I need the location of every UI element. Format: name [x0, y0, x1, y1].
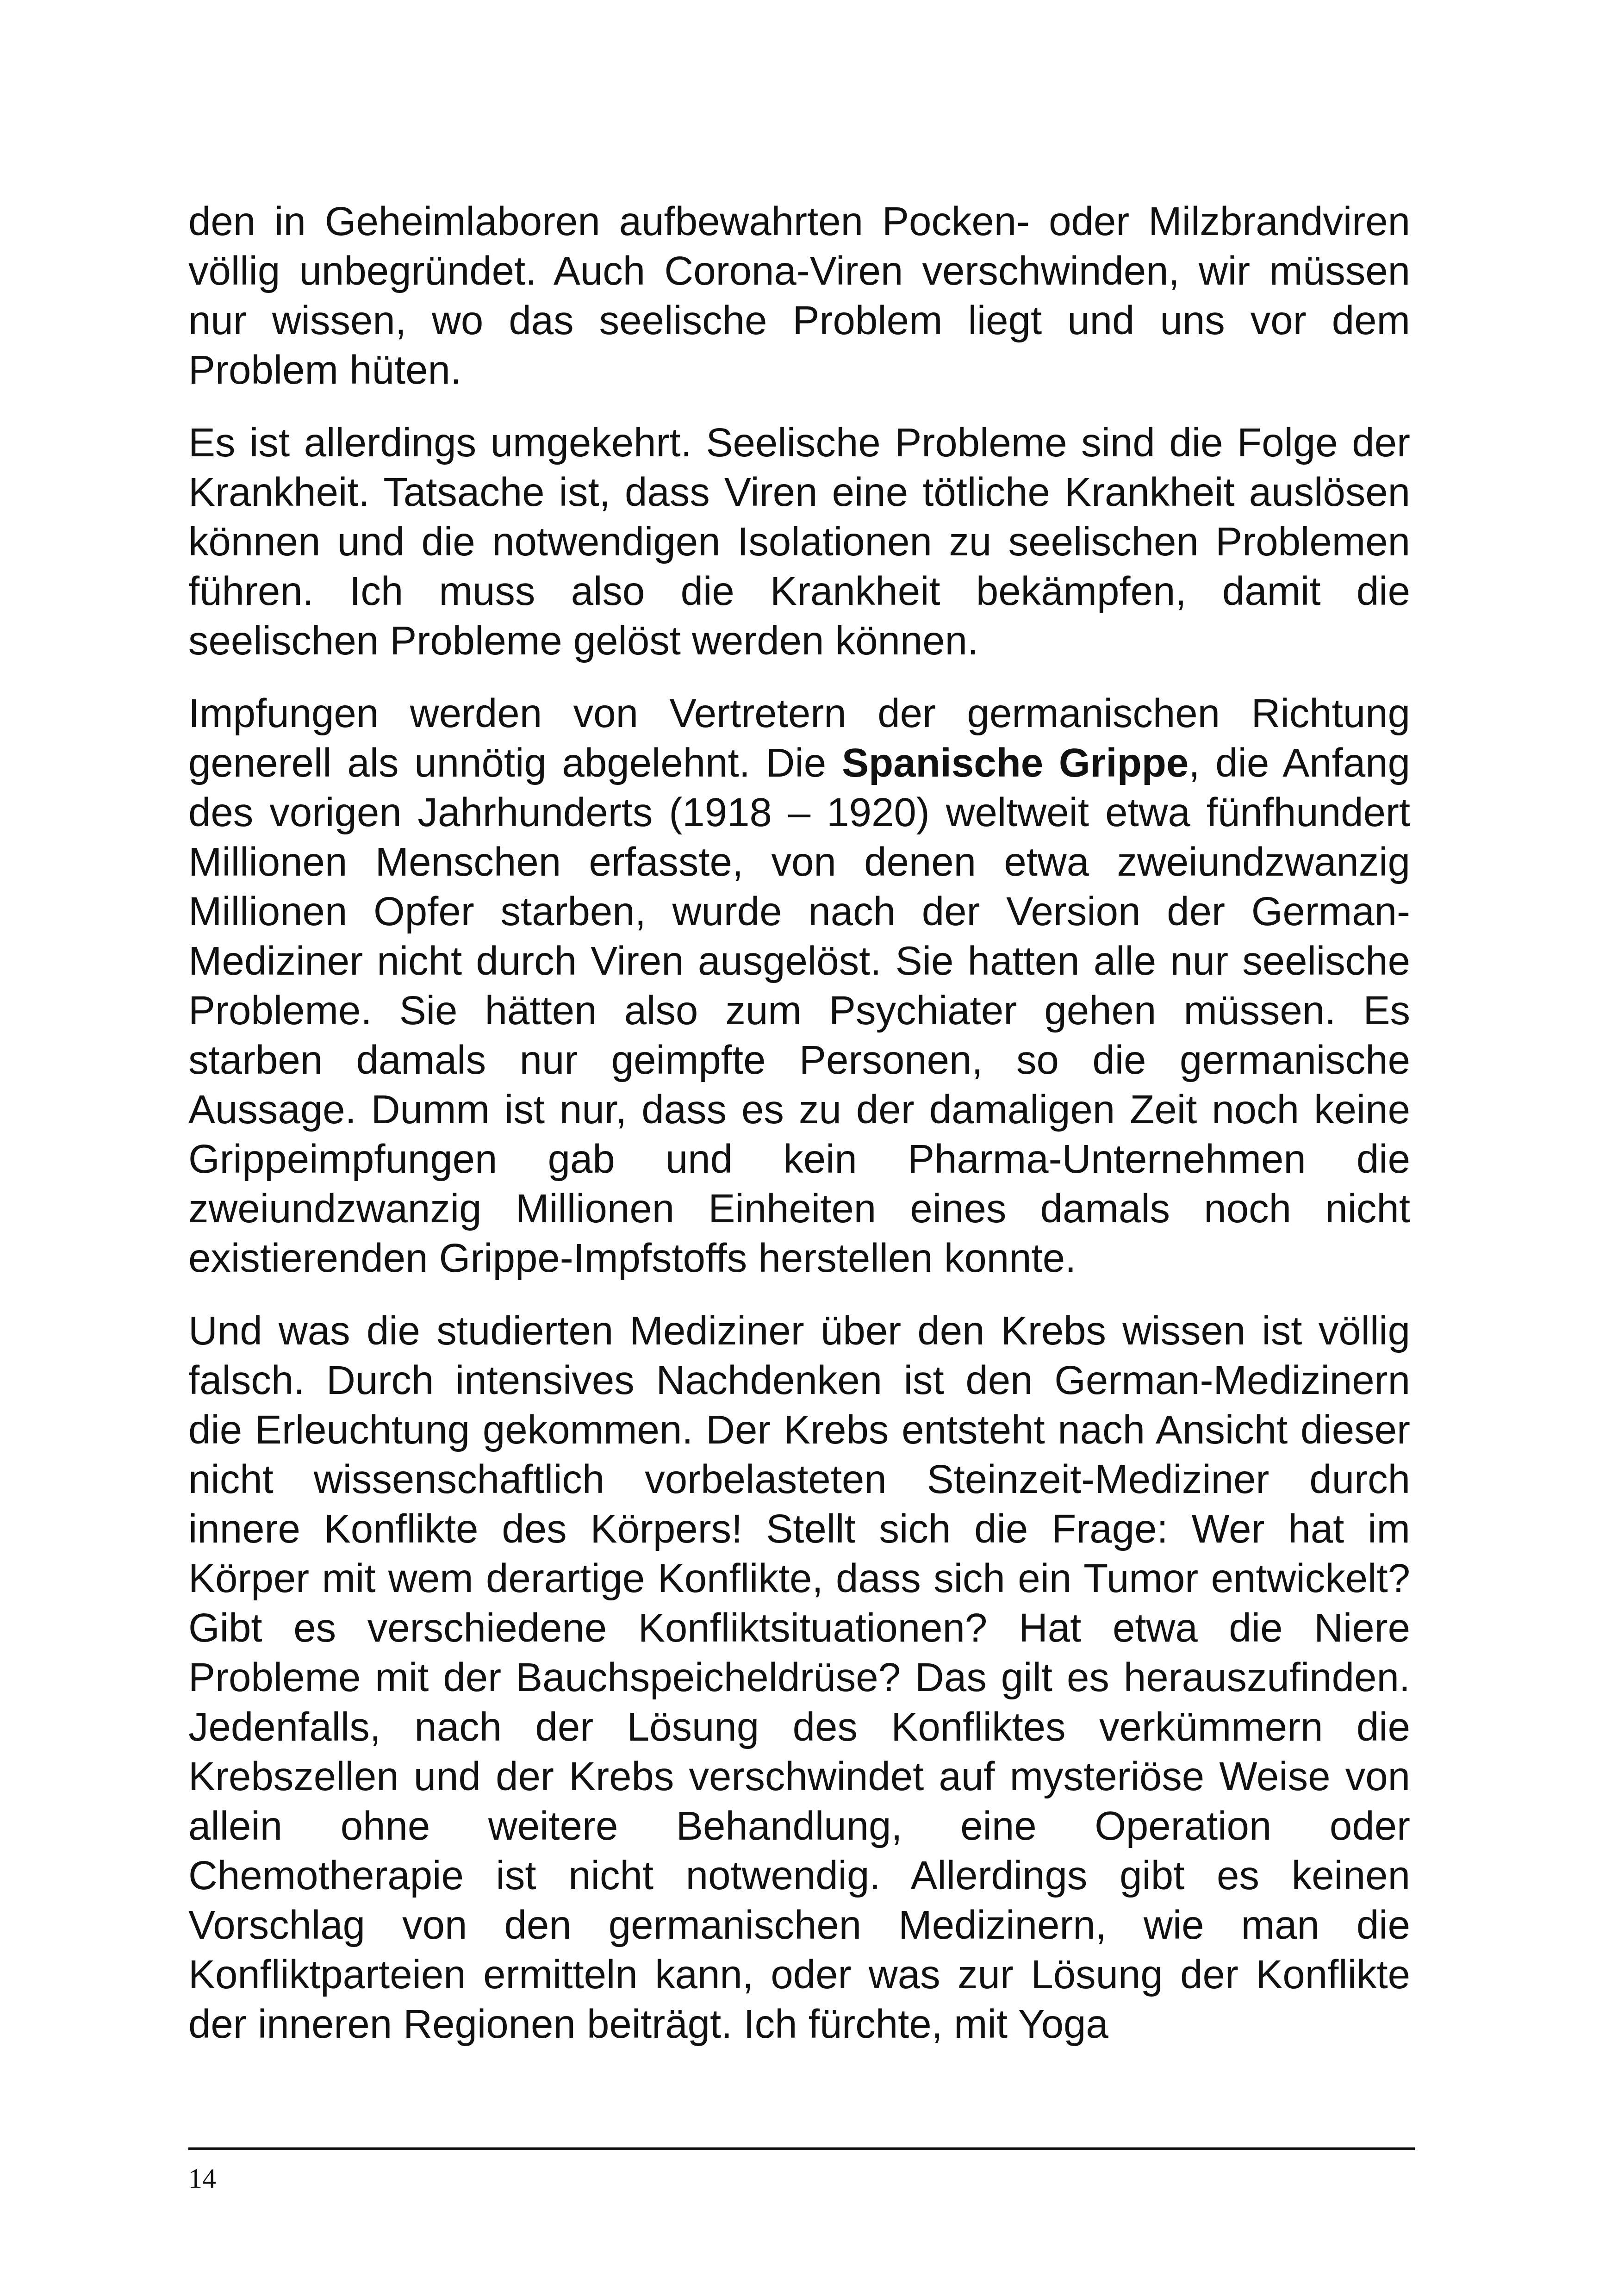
- footer-divider: [188, 2147, 1415, 2150]
- body-text: [188, 197, 1410, 2072]
- page-number: 14: [188, 2163, 216, 2194]
- paragraph-4: Und was die studierten Mediziner über den Krebs wissen ist völlig falsch. Durch intensives Nachdenken ist den German-Medizinern die Erleuchtung gekommen. Der Krebs entsteht nach Ansicht dieser nicht wissenschaftlich vorbelasteten Steinzeit-Mediziner durch innere Konflikte des Körpers! Stellt sich die Frage: Wer hat im Körper mit wem derartige Konflikte, dass sich ein Tumor entwickelt? Gibt es verschiedene Konfliktsituationen? Hat etwa die Niere Probleme mit der Bauchspeicheldrüse? Das gilt es herauszufinden. Jedenfalls, nach der Lösung des Konfliktes verkümmern die Krebszellen und der Krebs verschwindet auf mysteriöse Weise von allein ohne weitere Behandlung, eine Operation oder Chemotherapie ist nicht notwendig. Allerdings gibt es keinen Vorschlag von den germanischen Medizinern, wie man die Konfliktparteien ermitteln kann, oder was zur Lösung der Konflikte der inneren Regionen beiträgt. Ich fürchte, mit Yoga: [188, 1308, 1410, 2047]
- paragraph-1: den in Geheimlaboren aufbewahrten Pocken- oder Milzbrandviren völlig unbegründet. Auch Corona-Viren verschwinden, wir müssen nur wissen, wo das seelische Problem liegt und uns vor dem Problem hüten.: [188, 199, 1410, 392]
- bold-term-spanish-flu: Spanische Grippe: [841, 740, 1189, 785]
- paragraph-3-start: Impfungen werden von Vertretern der germanischen Richtung generell als unnötig abgelehnt. Die: [188, 691, 1410, 785]
- paragraph-3: [188, 689, 1410, 1283]
- paragraph-2: Es ist allerdings umgekehrt. Seelische Probleme sind die Folge der Krankheit. Tatsache ist, dass Viren eine tötliche Krankheit auslösen können und die notwendigen Isolationen zu seelischen Problemen führen. Ich muss also die Krankheit bekämpfen, damit die seelischen Probleme gelöst werden können.: [188, 420, 1410, 663]
- paragraph-3-end: , die Anfang des vorigen Jahrhunderts (1918 – 1920) weltweit etwa fünfhundert Millionen Menschen erfasste, von denen etwa zweiundzwanzig Millionen Opfer starben, wurde nach der Version der German-Mediziner nicht durch Viren ausgelöst. Sie hatten alle nur seelische Probleme. Sie hätten also zum Psychiater gehen müssen. Es starben damals nur geimpfte Personen, so die germanische Aussage. Dumm ist nur, dass es zu der damaligen Zeit noch keine Grippeimpfungen gab und kein Pharma-Unternehmen die zweiundzwanzig Millionen Einheiten eines damals noch nicht existierenden Grippe-Impfstoffs herstellen konnte.: [188, 740, 1410, 1281]
